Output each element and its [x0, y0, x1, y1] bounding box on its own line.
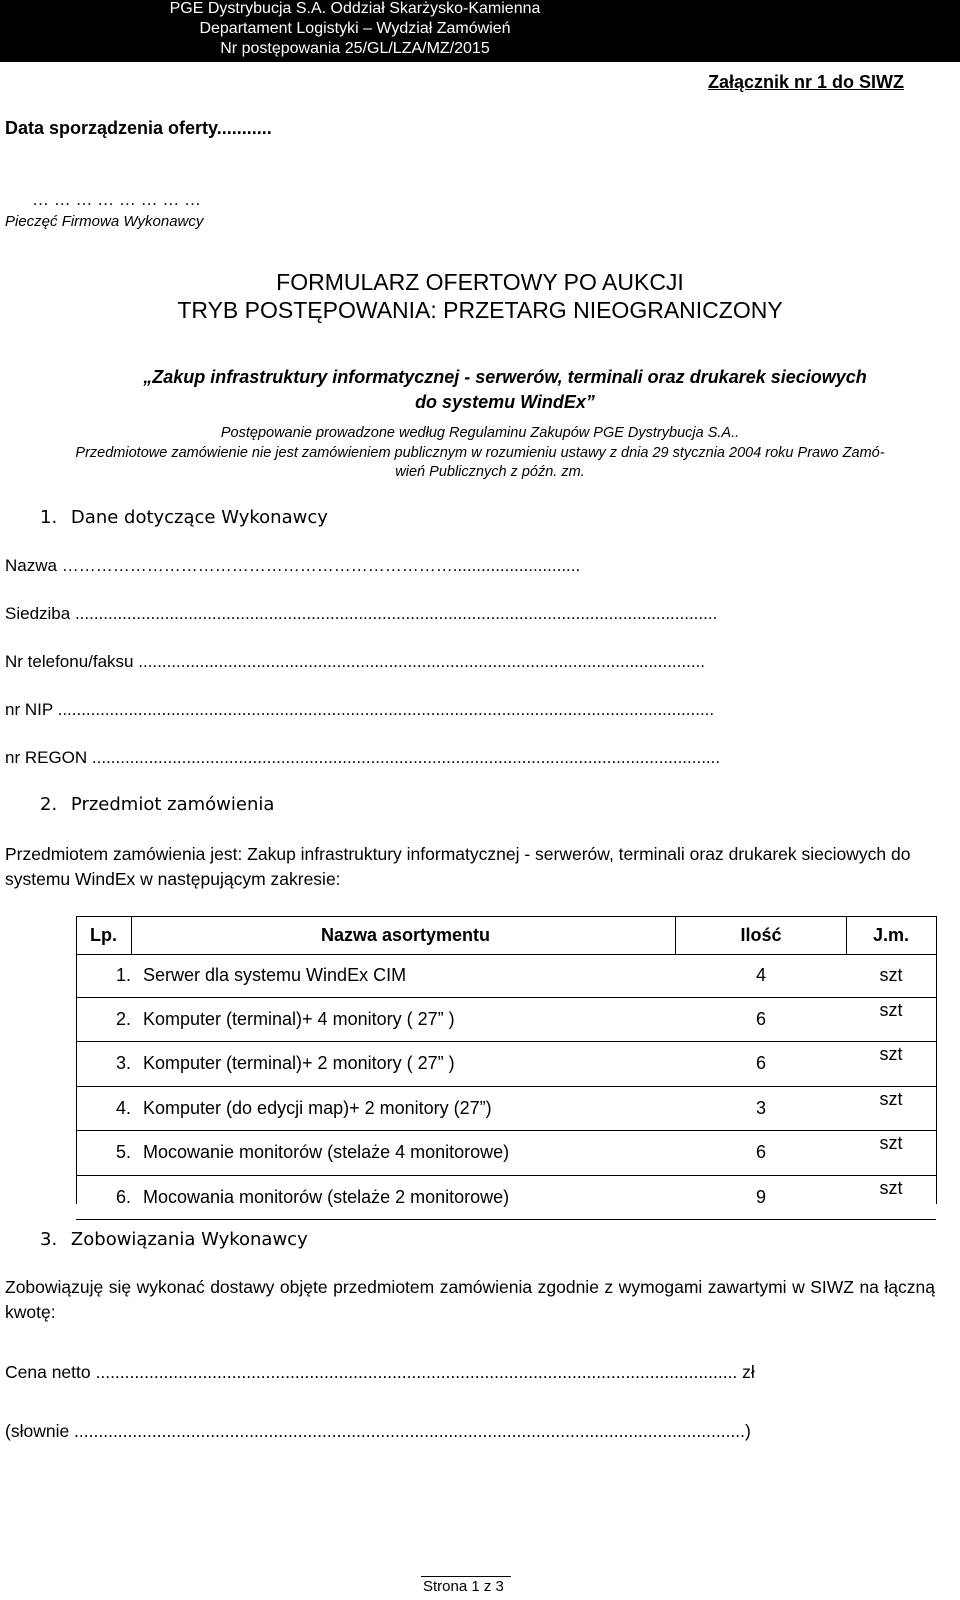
col-header-qty: Ilość [676, 916, 846, 955]
header-company: PGE Dystrybucja S.A. Oddział Skarżysko-Kamienna [169, 0, 541, 17]
section-title: Dane dotyczące Wykonawcy [70, 507, 328, 528]
page-number: Strona 1 z 3 [423, 1578, 504, 1595]
table-row: 3. Komputer (terminal)+ 2 monitory ( 27” ) 6 szt [76, 1042, 936, 1087]
stamp-label: Pieczęć Firmowa Wykonawcy [5, 213, 204, 230]
commitment-paragraph: Zobowiązuję się wykonać dostawy objęte przedmiotem zamówienia zgodnie z wymogami zawartymi w SIWZ na łączną kwotę: [5, 1277, 935, 1322]
table-header-divider [675, 916, 676, 954]
footer-rule [421, 1576, 511, 1577]
table-header-row [76, 916, 936, 955]
document-header [0, 0, 960, 62]
stamp-dots: … … … … … … … … [32, 190, 202, 209]
table-header-divider [846, 916, 847, 954]
table-header-divider [131, 916, 132, 954]
section-title: Zobowiązania Wykonawcy [70, 1229, 308, 1250]
field-phone-fax[interactable]: Nr telefonu/faksu ........................................................................................................................ [5, 652, 706, 671]
table-left-border [76, 916, 77, 1204]
table-right-border [936, 916, 937, 1204]
section-1-heading [40, 507, 328, 528]
table-row: 5. Mocowanie monitorów (stelaże 4 monitorowe) 6 szt [76, 1131, 936, 1176]
offer-date: Data sporządzenia oferty........... [5, 118, 272, 138]
items-table [76, 916, 936, 1220]
section-title: Przedmiot zamówienia [70, 794, 275, 815]
field-seat[interactable]: Siedziba ........................................................................................................................................ [5, 604, 718, 623]
table-row: 4. Komputer (do edycji map)+ 2 monitory (27”) 3 szt [76, 1086, 936, 1131]
col-header-lp: Lp. [76, 916, 135, 955]
attachment-label: Załącznik nr 1 do SIWZ [708, 72, 905, 92]
subject-title-line1: „Zakup infrastruktury informatycznej - serwerów, terminali oraz drukarek sieciowych [143, 367, 867, 387]
col-header-unit: J.m. [846, 916, 936, 955]
legal-note-line1: Przedmiotowe zamówienie nie jest zamówieniem publicznym w rozumieniu ustawy z dnia 29 stycznia 2004 roku Prawo Zamó- [75, 445, 885, 461]
procedure-type: TRYB POSTĘPOWANIA: PRZETARG NIEOGRANICZONY [177, 297, 783, 323]
section-3-heading [40, 1229, 308, 1250]
procedure-note: Postępowanie prowadzone według Regulaminu Zakupów PGE Dystrybucja S.A.. [220, 425, 740, 441]
table-top-border [76, 916, 936, 917]
section-number: 1. [40, 507, 58, 528]
table-row: 1. Serwer dla systemu WindEx CIM 4 szt [76, 955, 936, 998]
header-department: Departament Logistyki – Wydział Zamówień [199, 20, 511, 37]
section-number: 3. [40, 1229, 58, 1250]
table-row: 2. Komputer (terminal)+ 4 monitory ( 27” ) 6 szt [76, 997, 936, 1042]
section-number: 2. [40, 794, 58, 815]
subject-title-line2: do systemu WindEx” [415, 392, 595, 412]
net-price-field[interactable]: Cena netto .................................................................................................................................... zł [5, 1362, 755, 1382]
table-row: 6. Mocowania monitorów (stelaże 2 monitorowe) 9 szt [76, 1175, 936, 1220]
header-procedure-number: Nr postępowania 25/GL/LZA/MZ/2015 [220, 40, 490, 57]
amount-in-words-field[interactable]: (słownie ..........................................................................................................................................) [5, 1421, 751, 1441]
section-2-heading [40, 794, 274, 815]
legal-note-line2: wień Publicznych z późn. zm. [395, 464, 585, 480]
field-name[interactable]: Nazwa ……………………………………………………………........................... [5, 556, 581, 575]
field-nip[interactable]: nr NIP ........................................................................................................................................... [5, 700, 715, 719]
field-regon[interactable]: nr REGON ..................................................................................................................................... [5, 748, 721, 767]
col-header-name: Nazwa asortymentu [135, 916, 676, 955]
subject-paragraph: Przedmiotem zamówienia jest: Zakup infrastruktury informatycznej - serwerów, terminali oraz drukarek sieciowych do systemu WindEx w następującym zakresie: [5, 844, 911, 889]
form-title: FORMULARZ OFERTOWY PO AUKCJI [276, 269, 684, 295]
